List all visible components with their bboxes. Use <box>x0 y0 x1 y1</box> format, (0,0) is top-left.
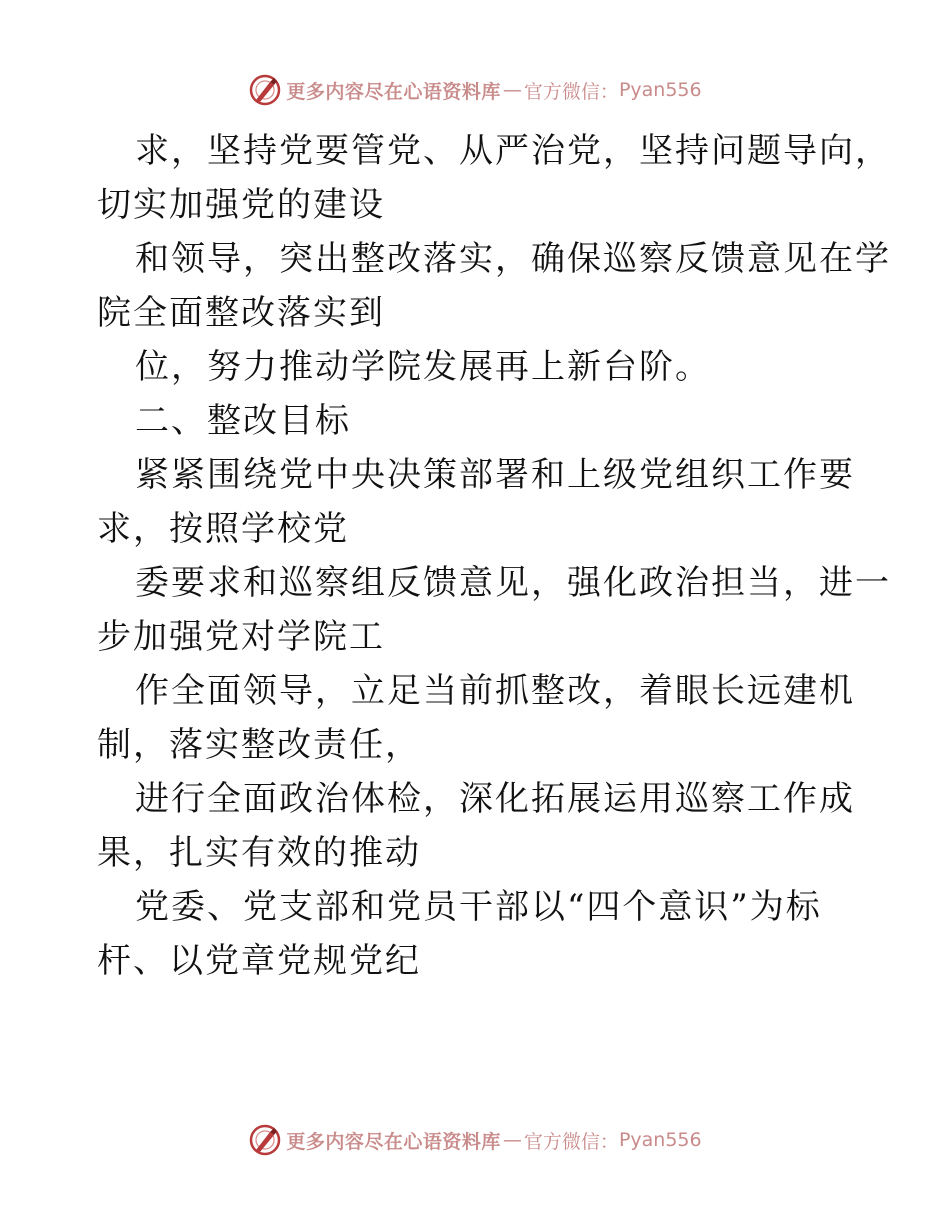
watermark-dash: — <box>502 1129 522 1151</box>
pen-logo-icon <box>248 1123 282 1157</box>
body-line: 委要求和巡察组反馈意见，强化政治担当，进一 <box>135 563 891 603</box>
body-line: 果，扎实有效的推动 <box>97 833 421 873</box>
watermark-brand-text: 更多内容尽在心语资料库 <box>286 1130 501 1153</box>
watermark-wechat-id: Pyan556 <box>618 1129 702 1151</box>
watermark-brand-text: 更多内容尽在心语资料库 <box>286 80 501 103</box>
body-line: 位，努力推动学院发展再上新台阶。 <box>135 347 711 387</box>
body-line: 切实加强党的建设 <box>97 185 385 225</box>
body-line: 作全面领导，立足当前抓整改，着眼长远建机 <box>135 671 855 711</box>
body-line: 步加强党对学院工 <box>97 617 385 657</box>
body-line: 制，落实整改责任， <box>97 725 421 765</box>
watermark-wechat-label: 官方微信： <box>523 80 619 103</box>
section-heading: 二、整改目标 <box>135 401 351 441</box>
body-line: 院全面整改落实到 <box>97 293 385 333</box>
body-line: 党委、党支部和党员干部以“四个意识”为标 <box>135 887 822 927</box>
body-line: 紧紧围绕党中央决策部署和上级党组织工作要 <box>135 455 855 495</box>
body-line: 杆、以党章党规党纪 <box>97 941 421 981</box>
footer-watermark <box>0 1120 950 1160</box>
body-line: 和领导，突出整改落实，确保巡察反馈意见在学 <box>135 239 891 279</box>
watermark-dash: — <box>502 79 522 101</box>
body-line: 进行全面政治体检，深化拓展运用巡察工作成 <box>135 779 855 819</box>
body-line: 求，按照学校党 <box>97 509 349 549</box>
watermark-wechat-id: Pyan556 <box>618 79 702 101</box>
watermark-wechat-label: 官方微信： <box>523 1130 619 1153</box>
header-watermark <box>0 70 950 110</box>
document-body <box>97 124 891 988</box>
body-line: 求，坚持党要管党、从严治党，坚持问题导向， <box>135 131 891 171</box>
pen-logo-icon <box>248 73 282 107</box>
